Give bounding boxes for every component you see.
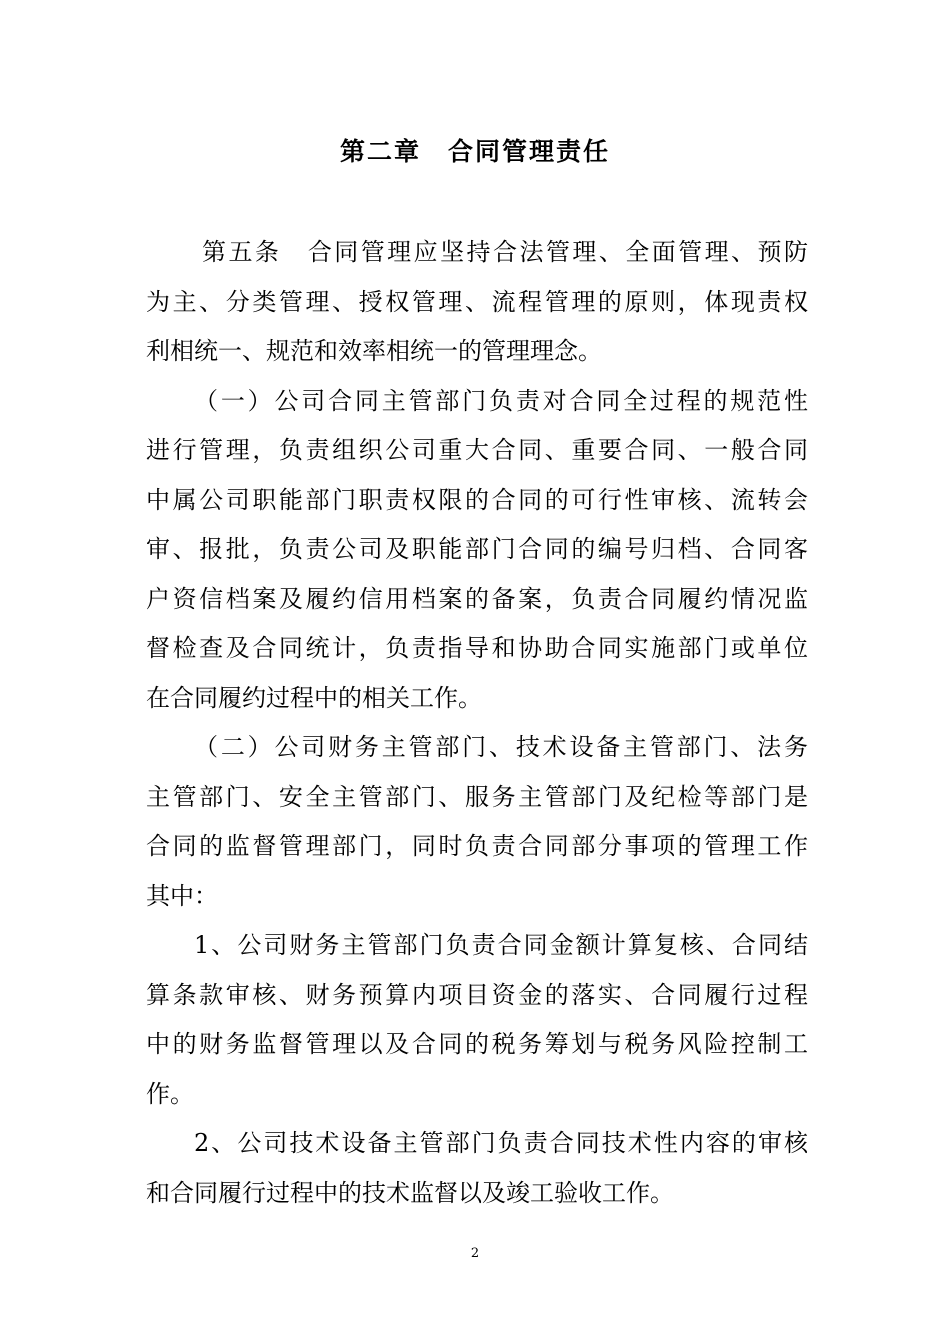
- clause-2-line-1: （二）公司财务主管部门、技术设备主管部门、法务: [194, 733, 808, 761]
- page-number: 2: [470, 1246, 480, 1261]
- item-2-line-2: 和合同履行过程中的技术监督以及竣工验收工作。: [146, 1178, 674, 1207]
- clause-1-line-5: 户资信档案及履约信用档案的备案，负责合同履约情况监: [146, 584, 808, 613]
- clause-1-line-3: 中属公司职能部门职责权限的合同的可行性审核、流转会: [146, 485, 808, 514]
- clause-1-line-4: 审、报批，负责公司及职能部门合同的编号归档、合同客: [146, 535, 808, 563]
- chapter-title: 第二章 合同管理责任: [339, 137, 610, 166]
- clause-1-line-2: 进行管理，负责组织公司重大合同、重要合同、一般合同: [146, 436, 808, 464]
- clause-1-line-6: 督检查及合同统计，负责指导和协助合同实施部门或单位: [146, 634, 808, 662]
- item-1-line-1: 1、公司财务主管部门负责合同金额计算复核、合同结: [194, 931, 808, 959]
- document-body: [146, 228, 808, 1218]
- item-1-line-4: 作。: [146, 1079, 194, 1108]
- article-5-line-1: 第五条 合同管理应坚持合法管理、全面管理、预防: [202, 238, 808, 266]
- item-1-line-3: 中的财务监督管理以及合同的税务筹划与税务风险控制工: [146, 1030, 808, 1058]
- clause-1-line-1: （一）公司合同主管部门负责对合同全过程的规范性: [194, 386, 808, 415]
- article-5-line-3: 利相统一、规范和效率相统一的管理理念。: [146, 337, 602, 365]
- item-1-line-2: 算条款审核、财务预算内项目资金的落实、合同履行过程: [146, 980, 808, 1009]
- item-2-line-1: 2、公司技术设备主管部门负责合同技术性内容的审核: [194, 1129, 808, 1157]
- article-5-line-2: 为主、分类管理、授权管理、流程管理的原则，体现责权: [146, 287, 808, 316]
- clause-2-line-4: 其中：: [146, 881, 218, 910]
- clause-1-line-7: 在合同履约过程中的相关工作。: [146, 683, 482, 712]
- clause-2-line-2: 主管部门、安全主管部门、服务主管部门及纪检等部门是: [146, 782, 808, 811]
- clause-2-line-3: 合同的监督管理部门，同时负责合同部分事项的管理工作: [146, 832, 808, 860]
